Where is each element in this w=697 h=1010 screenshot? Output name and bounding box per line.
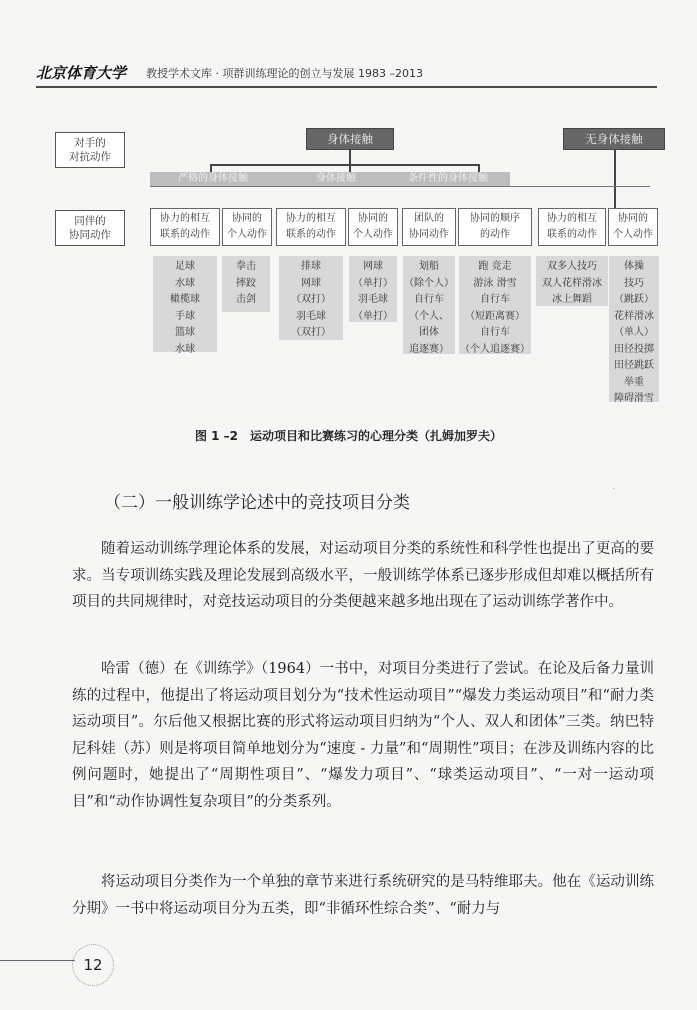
band-label: 严格的身体接触 bbox=[178, 173, 248, 184]
category-box: 协力的相互 联系的动作 bbox=[150, 208, 220, 246]
category-box: 协力的相互 联系的动作 bbox=[538, 208, 606, 246]
connector-line bbox=[210, 164, 480, 166]
connector-line bbox=[349, 164, 351, 172]
sport-list: 体操 技巧 （跳跃） 花样滑冰 （单人） 田径投掷 田径跳跃 举重 障碍滑雪 bbox=[609, 256, 659, 402]
category-box: 团队的 协同动作 bbox=[402, 208, 456, 246]
connector-line bbox=[210, 164, 212, 172]
header-title: 教授学术文库 · 项群训练理论的创立与发展 1983 –2013 bbox=[146, 67, 423, 80]
body-paragraph: 随着运动训练学理论体系的发展，对运动项目分类的系统性和科学性也提出了更高的要求。当专项训练实践及理论发展到高级水平，一般训练学体系已逐步形成但却难以概括所有项目的共同规律时，对竞技运动项目的分类便越来越多地出现在了运动训练学著作中。 bbox=[72, 541, 654, 611]
sport-list: 跑 竞走 游泳 滑雪 自行车 （短距离赛） 自行车 （个人追逐赛） bbox=[459, 256, 531, 354]
connector-line bbox=[614, 150, 616, 208]
running-header bbox=[36, 62, 657, 84]
category-box: 协同的 个人动作 bbox=[222, 208, 272, 246]
figure-caption: 图 1 –2 运动项目和比赛练习的心理分类（扎姆加罗夫） bbox=[194, 429, 503, 443]
category-box: 协力的相互 联系的动作 bbox=[276, 208, 346, 246]
body-paragraph: 将运动项目分类作为一个单独的章节来进行系统研究的是马特维耶夫。他在《运动训练分期》一书中将运动项目分为五类，即“非循环性综合类”、“耐力与 bbox=[72, 874, 654, 917]
sport-list: 拳击 摔跤 击剑 bbox=[222, 256, 270, 312]
left-label-opponent: 对手的 对抗动作 bbox=[55, 132, 125, 168]
node-no-contact: 无身体接触 bbox=[563, 128, 665, 150]
sport-list: 划船 （除个人） 自行车 （个人、 团体 追逐赛） bbox=[403, 256, 455, 354]
section-heading: （二）一般训练学论述中的竞技项目分类 bbox=[104, 493, 410, 513]
footer-rule bbox=[0, 960, 75, 961]
left-label-partner: 同伴的 协同动作 bbox=[55, 210, 125, 246]
node-contact: 身体接触 bbox=[306, 128, 394, 150]
category-box: 协同的 个人动作 bbox=[608, 208, 658, 246]
header-rule bbox=[36, 86, 657, 88]
sport-list: 排球 网球 （双打） 羽毛球 （双打） bbox=[279, 256, 343, 340]
contact-band bbox=[150, 172, 510, 186]
connector-line bbox=[150, 186, 650, 187]
category-box: 协同的顺序 的动作 bbox=[458, 208, 532, 246]
category-box: 协同的 个人动作 bbox=[348, 208, 398, 246]
band-label: 条件性的身体接触 bbox=[408, 173, 488, 184]
sport-list: 双多人技巧 双人花样滑冰 冰上舞蹈 bbox=[536, 256, 608, 306]
sport-list: 足球 水球 橄榄球 手球 篮球 水球 bbox=[153, 256, 217, 352]
page-number: 12 bbox=[72, 944, 114, 986]
sport-list: 网球 （单打） 羽毛球 （单打） bbox=[349, 256, 397, 322]
band-label: 身体接触 bbox=[316, 173, 356, 184]
scan-speck: · bbox=[612, 484, 616, 495]
university-logo: 北京体育大学 bbox=[36, 64, 127, 82]
connector-line bbox=[478, 164, 480, 172]
body-paragraph: 哈雷（德）在《训练学》（1964）一书中，对项目分类进行了尝试。在论及后备力量训练的过程中，他提出了将运动项目划分为“技术性运动项目”“爆发力类运动项目”和“耐力类运动项目”。尔后他又根据比赛的形式将运动项目归纳为“个人、双人和团体”三类。纳巴特尼科娃（苏）则是将项目简单地划分为“速度 - 力量”和“周期性”项目；在涉及训练内容的比例问题时，她提出了“周期性项目”、“爆发力项目”、“球类运动项目”、“一对一运动项目”和“动作协调性复杂项目”的分类系列。 bbox=[72, 661, 654, 810]
